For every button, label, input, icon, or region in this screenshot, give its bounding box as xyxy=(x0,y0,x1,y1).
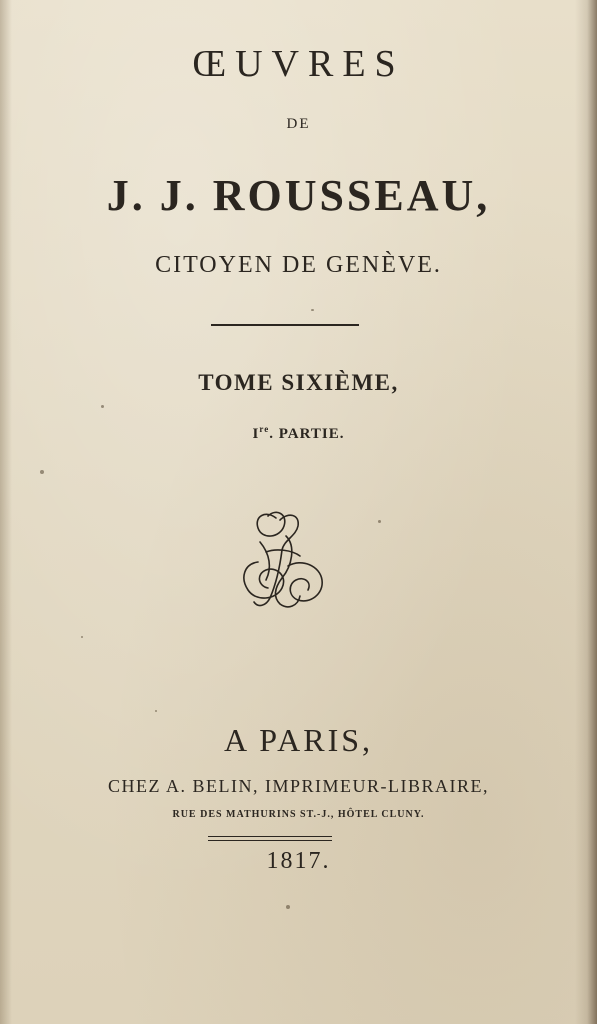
paper-speck xyxy=(378,520,381,523)
volume-label: TOME SIXIÈME, xyxy=(198,370,399,395)
double-rule-top xyxy=(208,836,332,837)
paper-speck xyxy=(40,470,44,474)
author-name: J. J. ROUSSEAU, xyxy=(106,171,491,220)
book-title: ŒUVRES xyxy=(192,43,405,85)
divider-rule xyxy=(211,324,359,326)
part-label xyxy=(0,424,597,443)
imprint-publisher: CHEZ A. BELIN, IMPRIMEUR-LIBRAIRE, xyxy=(108,776,489,796)
paper-speck xyxy=(155,710,157,712)
paper-speck xyxy=(286,905,290,909)
part-numeral: I xyxy=(252,426,260,442)
double-rule-bottom xyxy=(208,840,332,841)
monogram-ornament-icon xyxy=(236,506,330,614)
imprint-address: RUE DES MATHURINS ST.-J., HÔTEL CLUNY. xyxy=(172,809,425,820)
part-ordinal-suffix: re xyxy=(259,424,270,434)
de-line: DE xyxy=(286,116,311,132)
author-subtitle: CITOYEN DE GENÈVE. xyxy=(155,252,442,278)
paper-speck xyxy=(101,405,104,408)
imprint-city: A PARIS, xyxy=(223,722,374,758)
publication-year: 1817. xyxy=(266,848,331,874)
paper-speck xyxy=(311,309,314,311)
part-text: . PARTIE. xyxy=(269,426,345,442)
paper-speck xyxy=(81,636,83,638)
